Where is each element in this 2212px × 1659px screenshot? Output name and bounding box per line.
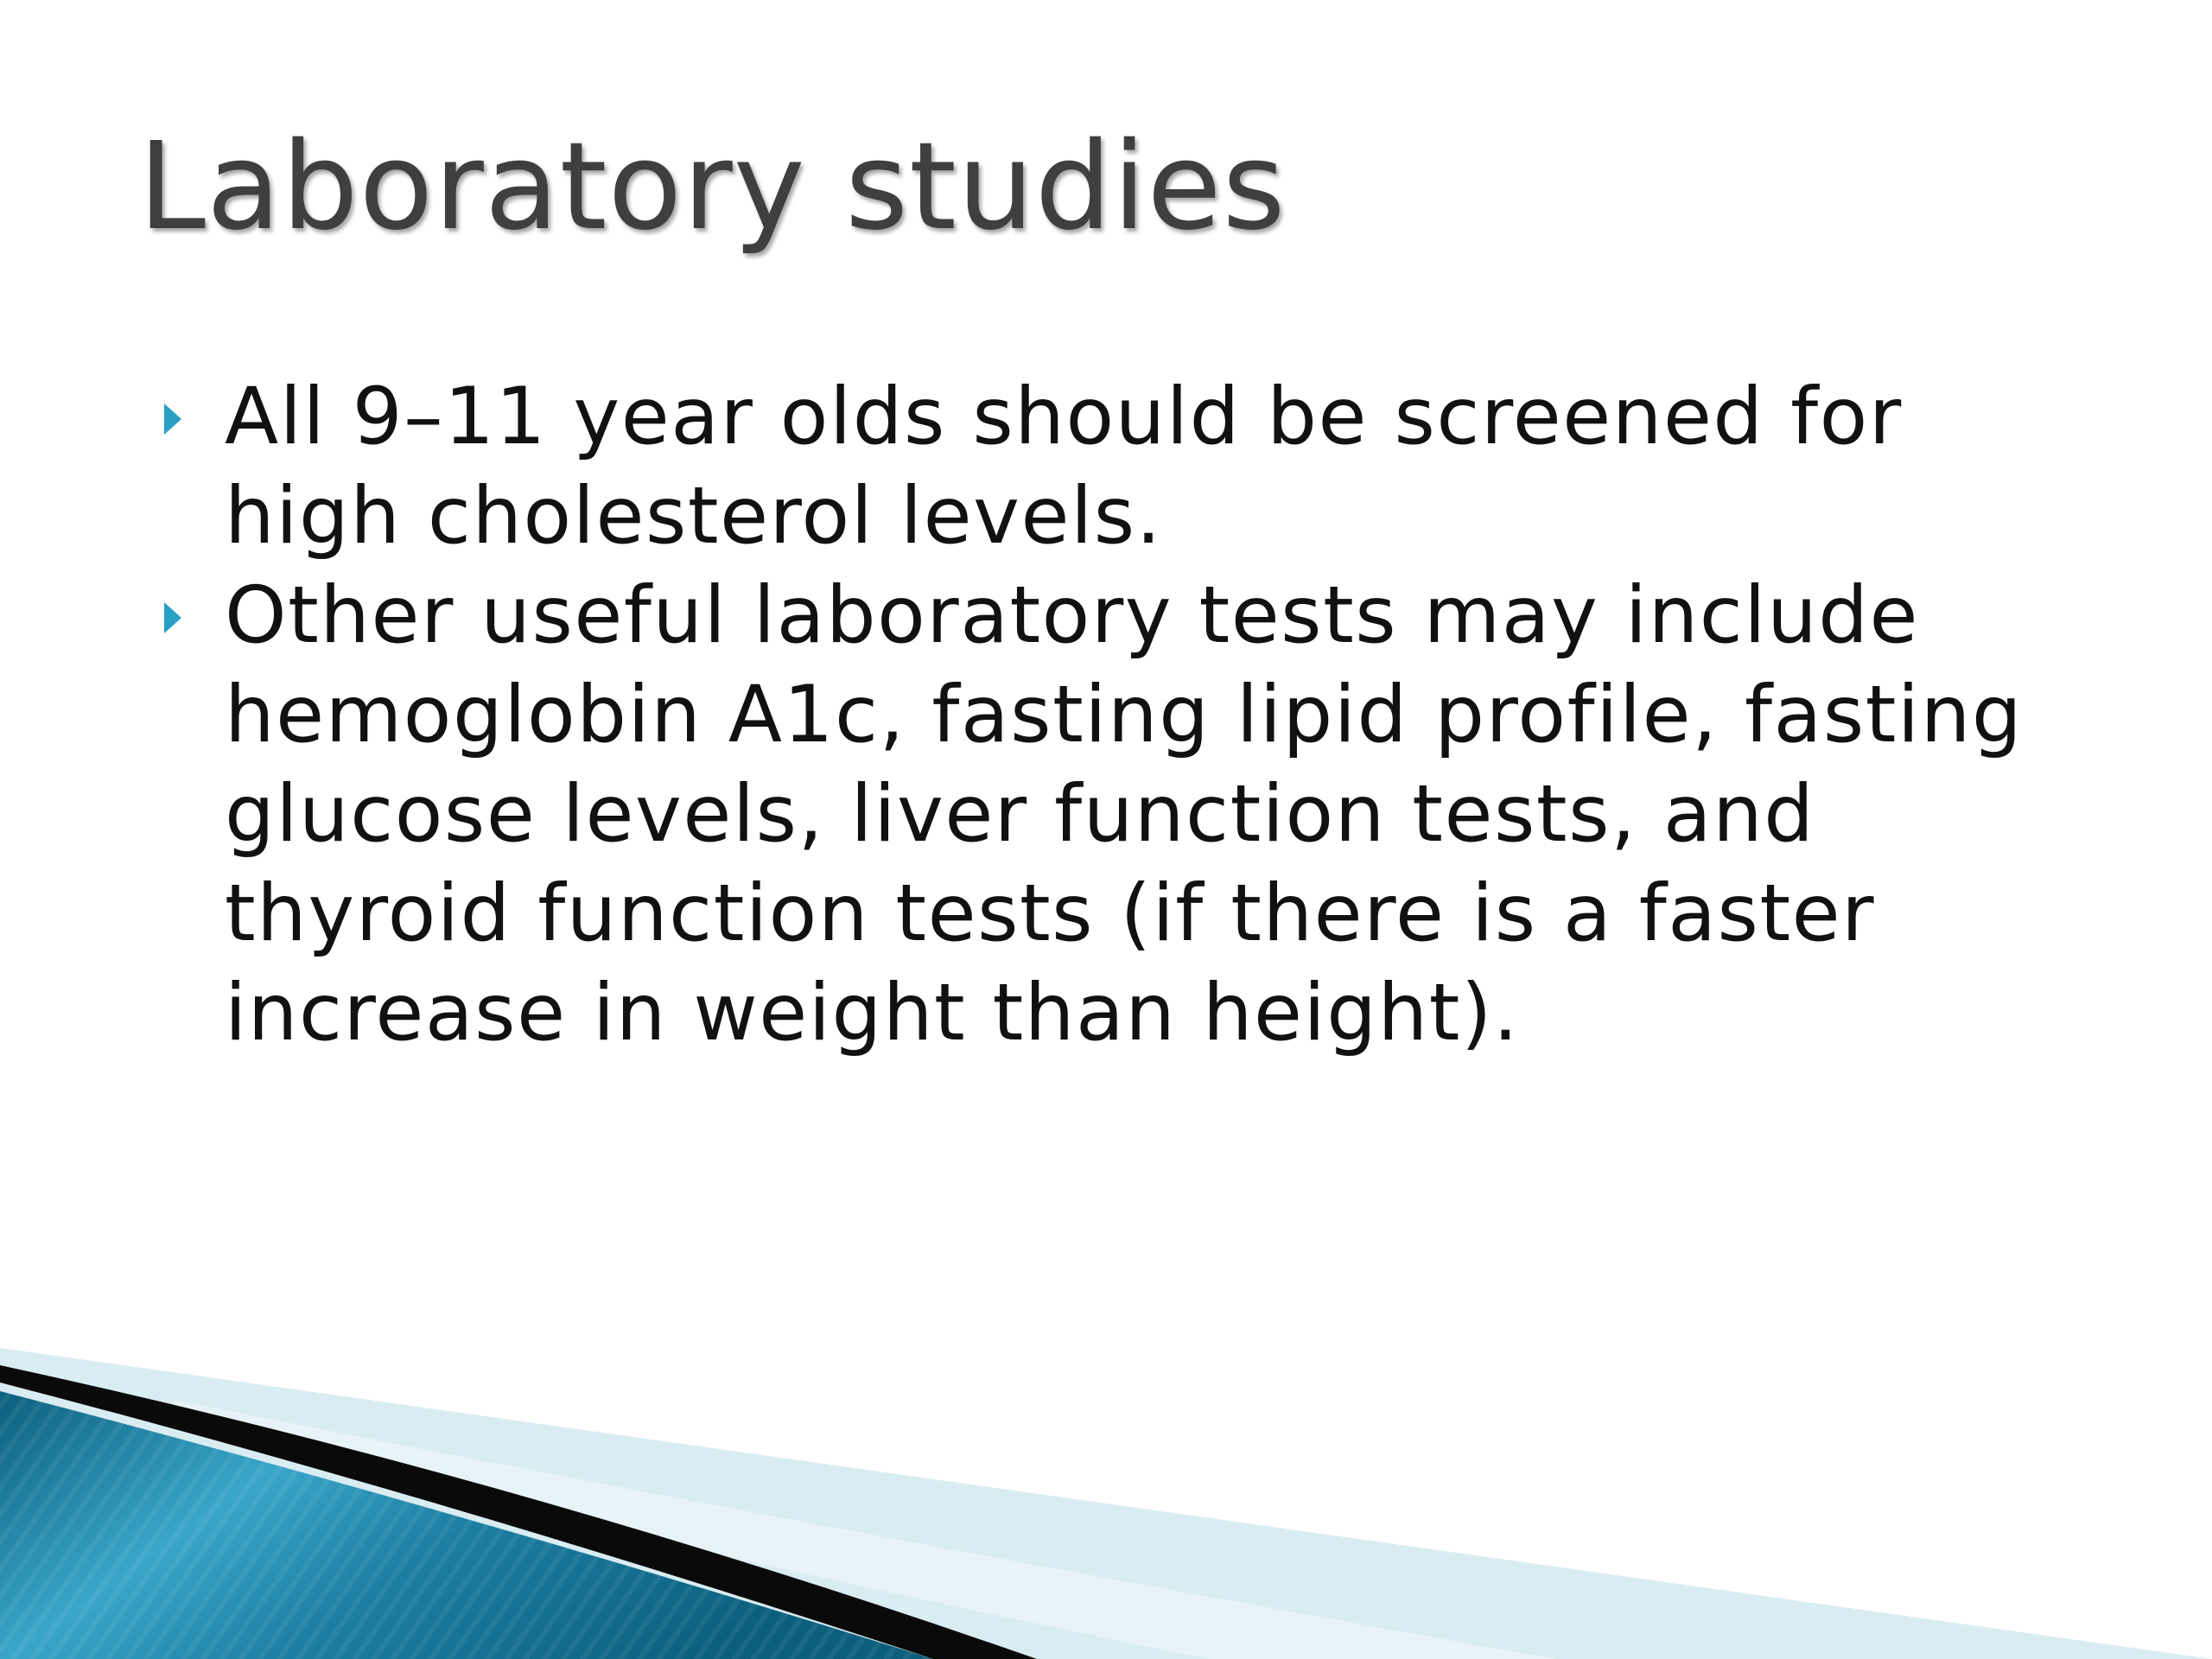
bullet-text: All 9–11 year olds should be screened for high cholesterol levels. (225, 372, 1903, 562)
bullet-item (160, 367, 2087, 566)
slide-title: Laboratory studies (138, 117, 1287, 257)
triangle-bullet-icon (164, 602, 181, 633)
bullet-list (160, 367, 2087, 1063)
bullet-text: Other useful laboratory tests may include hemoglobin A1c, fasting lipid profile, fasting glucose levels, liver function tests, and thyroid function tests (if there is a faster increase in weight than height). (225, 570, 2024, 1058)
bullet-item (160, 566, 2087, 1063)
triangle-bullet-icon (164, 404, 181, 435)
bottom-wave-decoration (0, 1348, 2212, 1659)
